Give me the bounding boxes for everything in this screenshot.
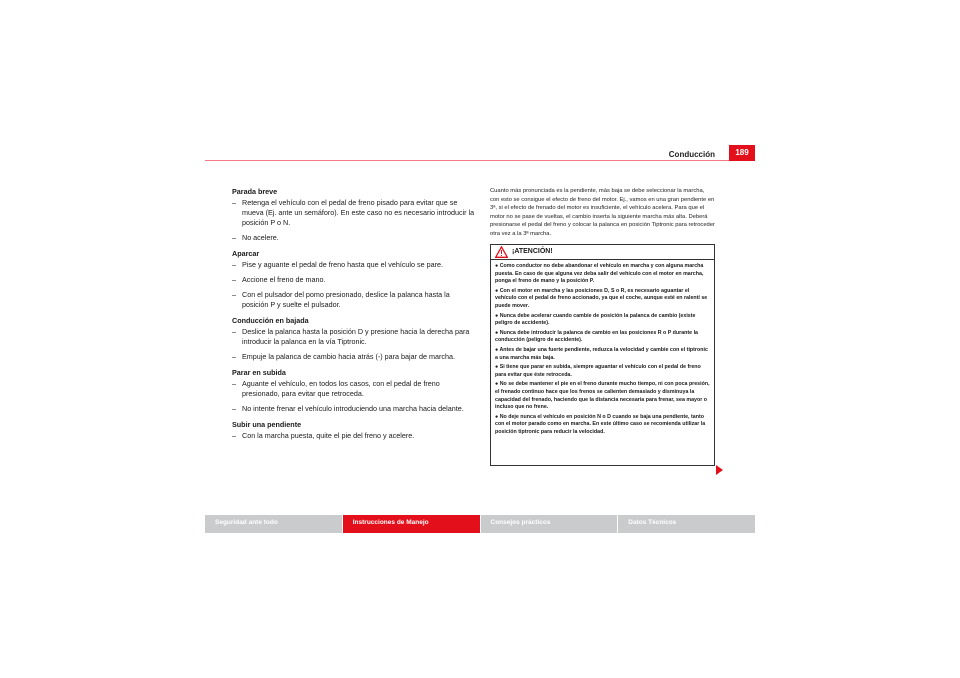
dash-marker: – xyxy=(232,260,236,269)
warning-box xyxy=(490,244,715,466)
list-item xyxy=(232,260,476,270)
list-item-text: Deslice la palanca hasta la posición D y presione hacia la derecha para introducir la palanca en la vía Tiptronic. xyxy=(242,327,470,346)
warning-item-text: No deje nunca el vehículo en posición N o D cuando se baja una pendiente, tanto con el motor parado como en marcha. En este último caso se recomienda utilizar la posición tiptronic para reducir la velocidad. xyxy=(495,413,706,435)
list-item xyxy=(232,379,476,399)
bullet-icon: ● xyxy=(495,364,499,371)
list-item-text: Con la marcha puesta, quite el pie del freno y acelere. xyxy=(242,431,415,440)
intro-paragraph: Cuanto más pronunciada es la pendiente, más baja se debe seleccionar la marcha, con esto se consigue el efecto de freno del motor. Ej., vamos en una gran pendiente en 3ª, si el efecto de frenado del motor es insuficiente, el vehículo acelera. Para que el motor no se pase de vueltas, el cambio inserta la siguiente marcha más alta. Deberá presionarse el pedal del freno y colocar la palanca en posición Tiptronic para retroceder otra vez a la 3ª marcha. xyxy=(490,188,715,237)
warning-item-text: Nunca debe acelerar cuando cambie de posición la palanca de cambio (existe peligro de accidente). xyxy=(495,312,696,327)
warning-item-text: Antes de bajar una fuerte pendiente, reduzca la velocidad y cambie con el tiptronic a una marcha más baja. xyxy=(495,346,708,361)
bullet-icon: ● xyxy=(495,413,499,420)
warning-item xyxy=(495,263,710,286)
warning-item-text: No se debe mantener el pie en el freno durante mucho tiempo, ni con poca presión, el frenado continuo hace que los frenos se calienten demasiado y disminuya la capacidad del frenado, haciendo que la distancia necesaria para frenar, sea mayor o incluso que no frene. xyxy=(495,381,710,411)
warning-title: ¡ATENCIÓN! xyxy=(512,248,553,255)
list-item xyxy=(232,352,476,362)
list-item-text: Con el pulsador del pomo presionado, deslice la palanca hasta la posición P y suelte el pulsador. xyxy=(242,290,450,309)
list-item xyxy=(232,290,476,310)
dash-marker: – xyxy=(232,352,236,361)
warning-item xyxy=(495,414,710,437)
bullet-icon: ● xyxy=(495,346,499,353)
warning-item-text: Nunca debe introducir la palanca de cambio en las posiciones R o P durante la conducción (peligro de accidente). xyxy=(495,329,698,344)
chapter-title: Conducción xyxy=(668,150,715,159)
continue-arrow-icon xyxy=(716,465,723,475)
bullet-icon: ● xyxy=(495,329,499,336)
warning-header xyxy=(491,245,714,260)
page-header xyxy=(205,145,755,161)
warning-item xyxy=(495,330,710,345)
list-item-text: Aguante el vehículo, en todos los casos, con el pedal de freno presionado, para evitar que retroceda. xyxy=(242,379,440,398)
section-heading: Conducción en bajada xyxy=(232,316,309,325)
list-item xyxy=(232,275,476,285)
tab-3[interactable]: Datos Técnicos xyxy=(618,515,755,533)
warning-item xyxy=(495,347,710,362)
tab-0[interactable]: Seguridad ante todo xyxy=(205,515,342,533)
dash-marker: – xyxy=(232,379,236,388)
section-tabs xyxy=(205,515,755,533)
list-item-text: Accione el freno de mano. xyxy=(242,275,326,284)
list-item xyxy=(232,198,476,228)
list-item-text: No intente frenar el vehículo introduciendo una marcha hacia delante. xyxy=(242,404,464,413)
dash-marker: – xyxy=(232,327,236,336)
dash-marker: – xyxy=(232,198,236,207)
dash-marker: – xyxy=(232,233,236,242)
warning-item-text: Con el motor en marcha y las posiciones D, S o R, es necesario aguantar el vehículo con el pedal de freno accionado, ya que el coche, aunque esté en ralentí se puede mover. xyxy=(495,287,708,309)
list-item-text: Pise y aguante el pedal de freno hasta que el vehículo se pare. xyxy=(242,260,443,269)
dash-marker: – xyxy=(232,290,236,299)
warning-item-text: Como conductor no debe abandonar el vehículo en marcha y con alguna marcha puesta. En caso de que alguna vez deba salir del vehículo con el motor en marcha, ponga el freno de mano y la posición P. xyxy=(495,263,704,285)
tab-2[interactable]: Consejos prácticos xyxy=(481,515,618,533)
list-item-text: Empuje la palanca de cambio hacia atrás (-) para bajar de marcha. xyxy=(242,352,455,361)
dash-marker: – xyxy=(232,275,236,284)
bullet-icon: ● xyxy=(495,287,499,294)
warning-item xyxy=(495,288,710,311)
section-heading: Parar en subida xyxy=(232,368,286,377)
section-heading: Subir una pendiente xyxy=(232,420,302,429)
bullet-icon: ● xyxy=(495,312,499,319)
list-item-text: No acelere. xyxy=(242,233,279,242)
list-item xyxy=(232,327,476,347)
warning-triangle-icon xyxy=(495,246,508,258)
warning-item xyxy=(495,313,710,328)
tab-1[interactable]: Instrucciones de Manejo xyxy=(343,515,480,533)
section-heading: Aparcar xyxy=(232,249,260,258)
list-item xyxy=(232,233,476,243)
list-item xyxy=(232,404,476,414)
list-item xyxy=(232,431,476,441)
page-number: 189 xyxy=(729,145,755,161)
warning-list xyxy=(491,260,714,436)
left-column xyxy=(232,187,476,446)
header-divider xyxy=(205,160,755,161)
bullet-icon: ● xyxy=(495,263,499,269)
section-heading: Parada breve xyxy=(232,187,278,196)
warning-item xyxy=(495,381,710,411)
bullet-icon: ● xyxy=(495,381,499,388)
right-column xyxy=(490,187,715,466)
dash-marker: – xyxy=(232,404,236,413)
warning-item-text: Si tiene que parar en subida, siempre aguantar el vehículo con el pedal de freno para evitar que éste retroceda. xyxy=(495,364,701,378)
dash-marker: – xyxy=(232,431,236,440)
warning-item xyxy=(495,364,710,379)
list-item-text: Retenga el vehículo con el pedal de freno pisado para evitar que se mueva (Ej. ante un semáforo). En este caso no es necesario introducir la posición P o N. xyxy=(242,198,475,227)
